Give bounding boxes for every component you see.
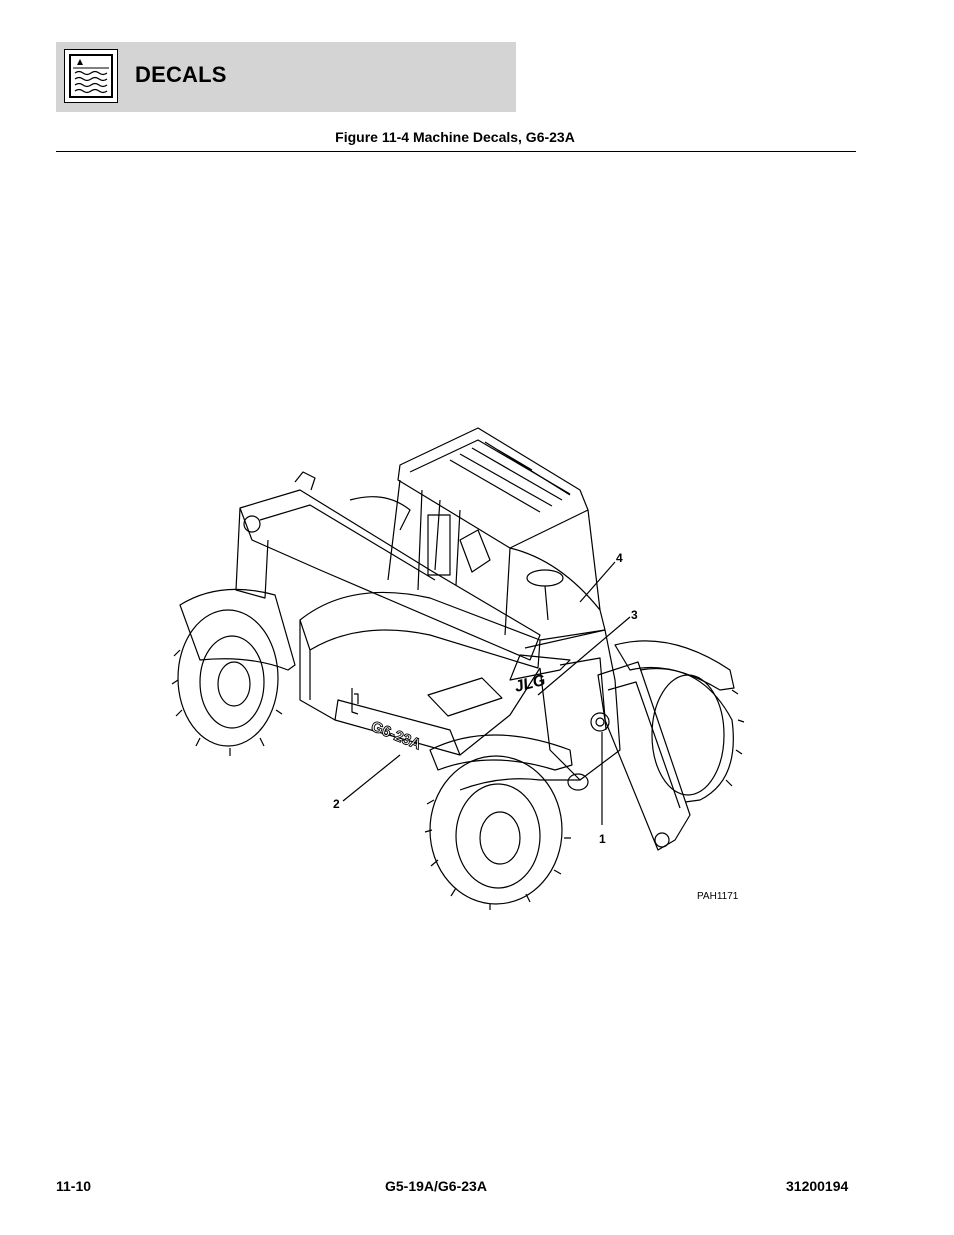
telehandler-illustration [160, 420, 760, 910]
brand-decal-text: JLG [512, 671, 548, 696]
drawing-id: PAH1171 [697, 891, 739, 902]
figure-caption: Figure 11-4 Machine Decals, G6-23A [335, 129, 575, 145]
section-title: DECALS [135, 62, 227, 87]
header-band [56, 42, 516, 112]
page-number: 11-10 [56, 1178, 92, 1194]
model-name: G5-19A/G6-23A [385, 1178, 487, 1194]
callout-2: 2 [333, 797, 340, 811]
callout-4: 4 [616, 551, 623, 565]
decal-icon [64, 49, 118, 103]
callout-1: 1 [599, 832, 606, 846]
callout-3: 3 [631, 608, 638, 622]
header-rule [56, 151, 856, 152]
doc-number: 31200194 [786, 1178, 849, 1194]
model-decal-text: G6-23A [368, 717, 424, 754]
